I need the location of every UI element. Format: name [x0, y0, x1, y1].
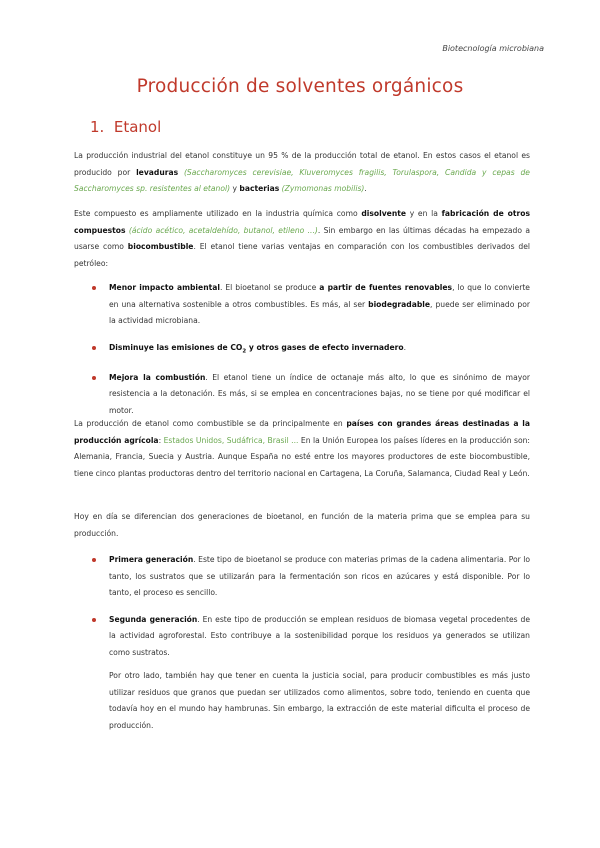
- paragraph-uses: Este compuesto es ampliamente utilizado en la industria química como disolvente y en la fabricación de otros compuestos (ácido acético, acetaldehído, butanol, etileno ...). Sin embargo en las últimas décadas ha empezado a usarse como biocombustible. El etanol tiene varias ventajas en comparación con los combustibles derivados del petróleo:: [74, 209, 530, 268]
- bullet-icon: [92, 558, 96, 562]
- bullet-icon: [92, 618, 96, 622]
- running-header: Biotecnología microbiana: [442, 44, 544, 53]
- section-heading: [90, 118, 161, 136]
- bullet-icon: [92, 376, 96, 380]
- bullet-icon: [92, 346, 96, 350]
- list-item: Mejora la combustión. El etanol tiene un índice de octanaje más alto, lo que es sinónimo de mayor resistencia a la detonación. Es más, si se emplea en concentraciones bajas, no se tiene por qué modificar el motor.: [74, 370, 530, 420]
- bullet-icon: [92, 286, 96, 290]
- section-number: 1.: [90, 118, 105, 136]
- page-title: Producción de solventes orgánicos: [136, 76, 464, 97]
- list-item: Primera generación. Este tipo de bioetanol se produce con materias primas de la cadena alimentaria. Por lo tanto, los sustratos que se utilizarán para la fermentación son ricos en azúcares y está disponible. Por lo tanto, el proceso es sencillo.: [74, 552, 530, 602]
- generations-list: [74, 552, 530, 662]
- section-name: Etanol: [113, 118, 162, 136]
- list-item: Segunda generación. En este tipo de producción se emplean residuos de biomasa vegetal procedentes de la actividad agroforestal. Esto contribuye a la sostenibilidad porque los residuos ya generados se utilizan como sustratos.: [74, 612, 530, 662]
- paragraph-generations: Hoy en día se diferencian dos generaciones de bioetanol, en función de la materia prima que se emplea para su producción.: [74, 512, 530, 538]
- paragraph-social-justice: Por otro lado, también hay que tener en cuenta la justicia social, para producir combustibles es más justo utilizar residuos que granos que puedan ser utilizados como alimentos, sobre todo, teniendo en cuenta que todavía hoy en el mundo hay hambrunas. Sin embargo, la extracción de este material dificulta el proceso de producción.: [109, 671, 530, 730]
- list-item: Menor impacto ambiental. El bioetanol se produce a partir de fuentes renovables, lo que lo convierte en una alternativa sostenible a otros combustibles. Es más, al ser biodegradable, puede ser eliminado por la actividad microbiana.: [74, 280, 530, 330]
- paragraph-producers: La producción de etanol como combustible se da principalmente en países con grandes áreas destinadas a la producción agrícola: Estados Unidos, Sudáfrica, Brasil ... En la Unión Europea los países líderes en la producción son: Alemania, Francia, Suecia y Austria. Aunque España no esté entre los mayores productores de este biocombustible, tiene cinco plantas productoras dentro del territorio nacional en Cartagena, La Coruña, Salamanca, Ciudad Real y León.: [74, 419, 530, 478]
- advantages-list: [74, 280, 530, 420]
- paragraph-production: La producción industrial del etanol constituye un 95 % de la producción total de etanol. En estos casos el etanol es producido por levaduras (Saccharomyces cerevisiae, Kluveromyces fragilis, Torulaspora, Candida y cepas de Saccharomyces sp. resistentes al etanol) y bacterias (Zymomonas mobilis).: [74, 151, 530, 194]
- list-item: Disminuye las emisiones de $CO_2$ y otros gases de efecto invernadero.: [74, 340, 530, 360]
